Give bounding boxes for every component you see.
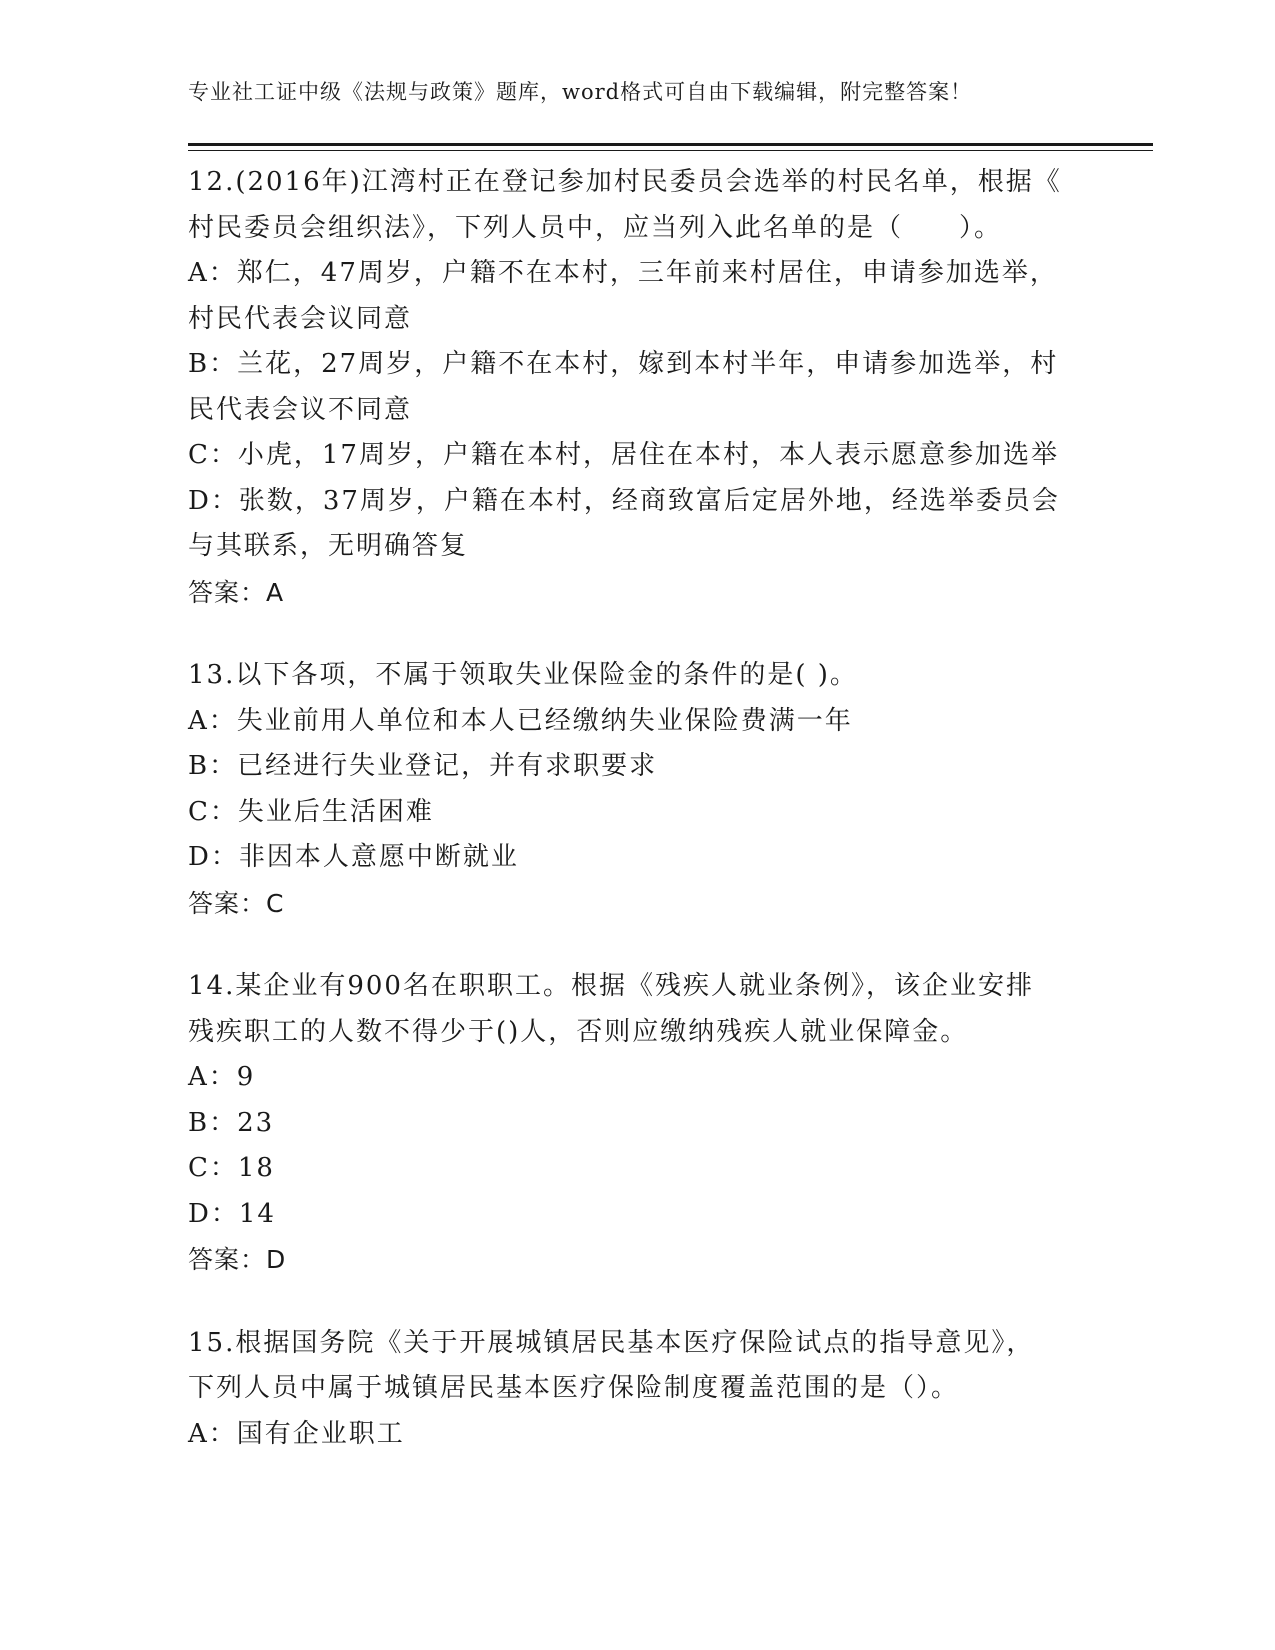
question-stem-line: 12.(2016年)江湾村正在登记参加村民委员会选举的村民名单，根据《 [188, 167, 1062, 197]
option-d-line: D：张数，37周岁，户籍在本村，经商致富后定居外地，经选举委员会 [188, 485, 1060, 516]
option-b-line: B：兰花，27周岁，户籍不在本村，嫁到本村半年，申请参加选举，村 [188, 349, 1059, 379]
answer-label: 答案： [188, 577, 267, 607]
option-b-line: B：23 [188, 1107, 275, 1138]
answer-value: D [266, 1245, 287, 1274]
question-14 [188, 964, 1088, 1283]
question-stem-line: 下列人员中属于城镇居民基本医疗保险制度覆盖范围的是（）。 [188, 1373, 960, 1403]
option-c-line: C：失业后生活困难 [188, 796, 434, 827]
question-list [188, 160, 1088, 1495]
answer-label: 答案： [188, 888, 267, 918]
question-12 [188, 160, 1088, 615]
page-header: 专业社工证中级《法规与政策》题库，word格式可自由下载编辑，附完整答案！ [188, 80, 973, 104]
option-a-line: A：9 [188, 1062, 256, 1092]
option-b-line: 民代表会议不同意 [188, 394, 413, 425]
answer-value: C [266, 888, 285, 918]
option-c-line: C：小虎，17周岁，户籍在本村，居住在本村，本人表示愿意参加选举 [188, 440, 1059, 470]
answer-value: A [266, 577, 285, 607]
question-stem-line: 13.以下各项，不属于领取失业保险金的条件的是( )。 [188, 660, 858, 690]
question-stem-line: 残疾职工的人数不得少于()人，否则应缴纳残疾人就业保障金。 [188, 1016, 969, 1047]
answer-line [188, 570, 1088, 616]
option-a-line: A：失业前用人单位和本人已经缴纳失业保险费满一年 [188, 705, 853, 736]
option-d-line: D：14 [188, 1198, 276, 1229]
header-rule-thin [188, 150, 1153, 151]
option-d-line: D：非因本人意愿中断就业 [188, 842, 519, 872]
question-15 [188, 1321, 1088, 1458]
option-b-line: B：已经进行失业登记，并有求职要求 [188, 751, 658, 781]
option-a-line: A：国有企业职工 [188, 1418, 405, 1449]
option-a-line: 村民代表会议同意 [188, 303, 413, 334]
option-c-line: C：18 [188, 1153, 275, 1183]
question-13 [188, 653, 1088, 926]
option-d-line: 与其联系，无明确答复 [188, 531, 469, 561]
question-stem-line: 村民委员会组织法》，下列人员中，应当列入此名单的是（ ）。 [188, 212, 1003, 243]
option-a-line: A：郑仁，47周岁，户籍不在本村，三年前来村居住，申请参加选举， [188, 258, 1058, 288]
answer-label: 答案： [188, 1245, 267, 1274]
header-rule-thick [188, 143, 1153, 146]
answer-line [188, 1237, 1088, 1283]
question-stem-line: 15.根据国务院《关于开展城镇居民基本医疗保险试点的指导意见》， [188, 1327, 1035, 1358]
question-stem-line: 14.某企业有900名在职职工。根据《残疾人就业条例》，该企业安排 [188, 971, 1034, 1001]
answer-line [188, 881, 1088, 927]
